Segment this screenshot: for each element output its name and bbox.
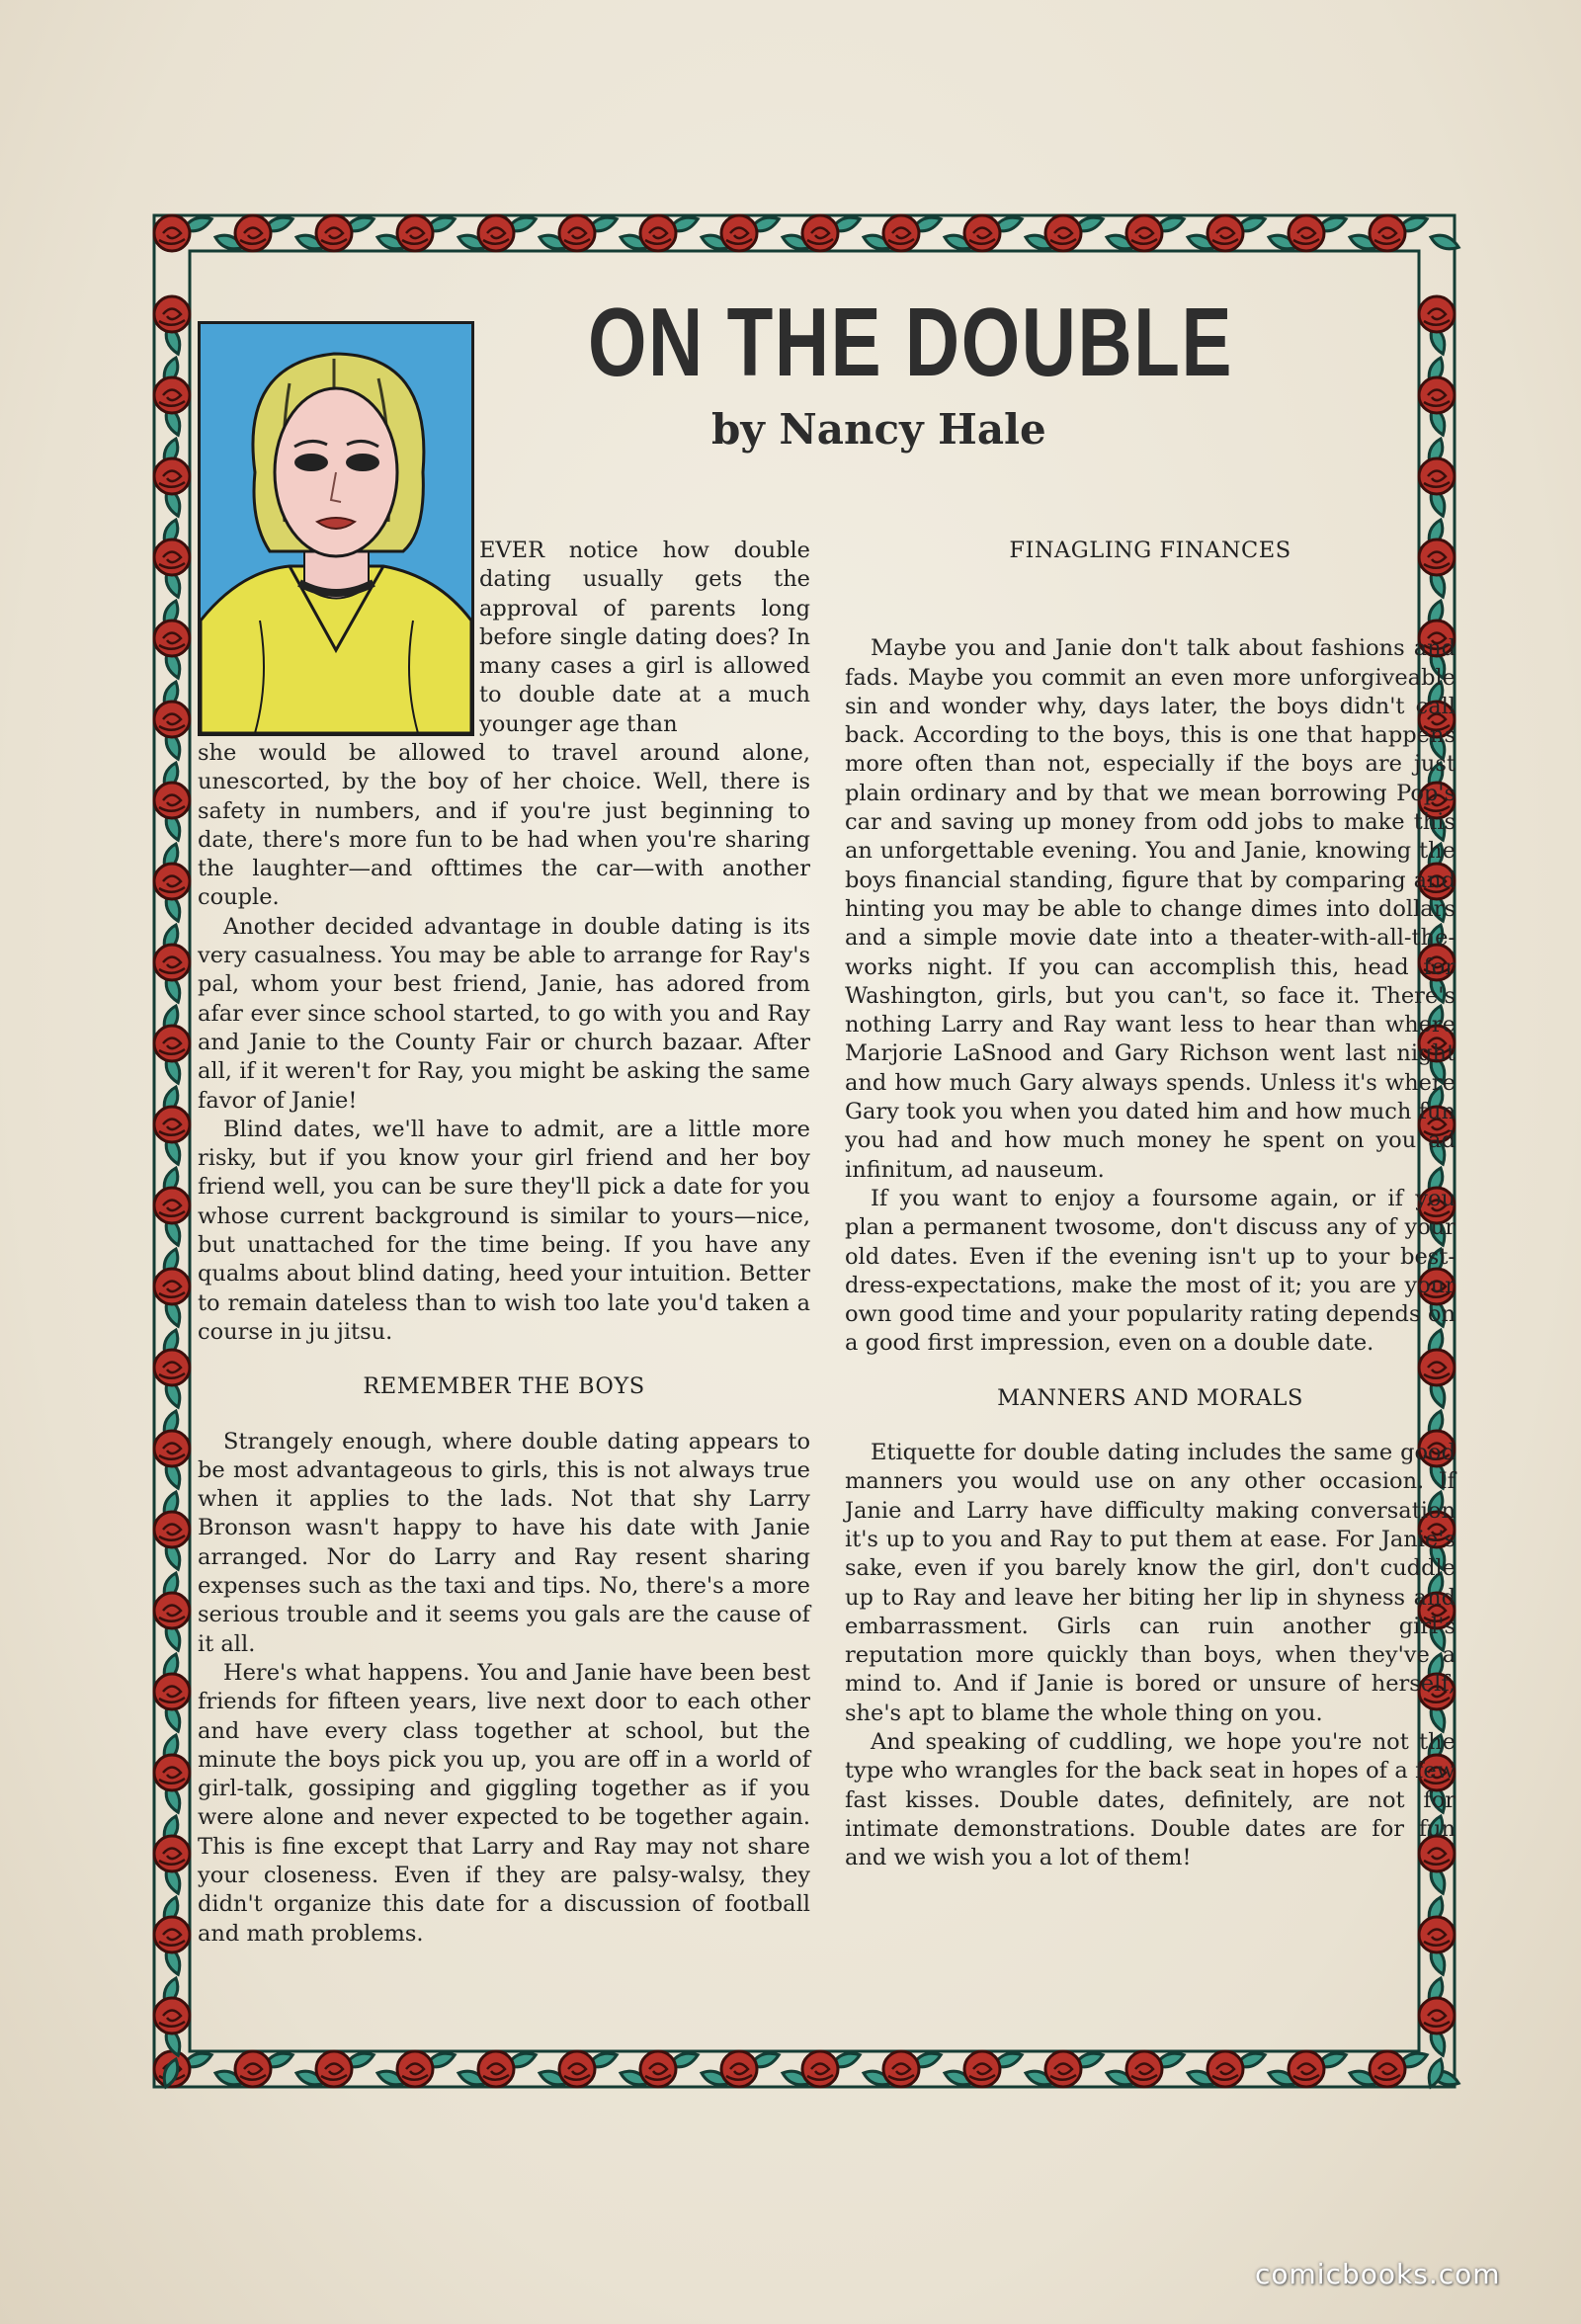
watermark: comicbooks.com bbox=[1255, 2258, 1501, 2290]
rose-ornament bbox=[154, 864, 190, 899]
rose-ornament bbox=[640, 215, 676, 251]
boys-paragraph-1: Strangely enough, where double dating appears to be most advantageous to girls, this is not always true when it applies to the lads. Not that shy Larry Bronson wasn't happy to have his date with Janie arranged. Nor do Larry and Ray resent sharing expenses such as the taxi and tips. No, there's a more serious trouble and it seems you gals are the cause of it all. bbox=[198, 1428, 810, 1657]
rose-ornament bbox=[559, 2051, 595, 2087]
rose-ornament bbox=[154, 702, 190, 737]
intro-column-top bbox=[479, 537, 810, 739]
rose-ornament bbox=[883, 215, 919, 251]
rose-ornament bbox=[802, 2051, 838, 2087]
rose-ornament bbox=[397, 2051, 433, 2087]
rose-ornament bbox=[1207, 215, 1243, 251]
rose-ornament bbox=[1370, 215, 1405, 251]
rose-ornament bbox=[1289, 2051, 1324, 2087]
rose-ornament bbox=[154, 1998, 190, 2034]
rose-ornament bbox=[154, 1593, 190, 1628]
finances-paragraph-2: If you want to enjoy a foursome again, or if you plan a permanent twosome, don't discuss any of your old dates. Even if the evening isn't up to your best-dress-expectations, make the most of it; you are your own good time and your popularity rating depends on a good first impression, even on a double date. bbox=[845, 1185, 1456, 1357]
rose-ornament bbox=[397, 215, 433, 251]
rose-ornament bbox=[478, 2051, 514, 2087]
rose-ornament bbox=[154, 1107, 190, 1142]
rose-ornament bbox=[154, 1512, 190, 1547]
article-title: ON THE DOUBLE bbox=[588, 288, 1234, 396]
rose-ornament bbox=[154, 540, 190, 575]
rose-ornament bbox=[154, 1755, 190, 1790]
manners-paragraph-2: And speaking of cuddling, we hope you're not the type who wrangles for the back seat in hopes of a few fast kisses. Double dates, definitely, are not for intimate demonstrations. Double dates are for fun and we wish you a lot of them! bbox=[845, 1728, 1456, 1871]
rose-ornament bbox=[154, 1350, 190, 1385]
rose-ornament bbox=[154, 215, 190, 251]
rose-ornament bbox=[721, 215, 757, 251]
rose-ornament bbox=[154, 945, 190, 980]
rose-ornament bbox=[1207, 2051, 1243, 2087]
rose-ornament bbox=[478, 215, 514, 251]
finances-paragraph-1: Maybe you and Janie don't talk about fashions and fads. Maybe you commit an even more unforgiveable sin and wonder why, days later, the boys didn't call back. According to the boys, this is one that happens more often than not, especially if the boys are just plain ordinary and by that we mean borrowing Pop's car and saving up money from odd jobs to make this an unforgettable evening. You and Janie, knowing the boys financial standing, figure that by comparing and hinting you may be able to change dimes into dollars and a simple movie date into a theater-with-all-the-works night. If you can accomplish this, head for Washington, girls, but you can't, so face it. There's nothing Larry and Ray want less to hear than where Marjorie LaSnood and Gary Richson went last night and how much Gary always spends. Unless it's where Gary took you when you dated him and how much fun you had and how much money he spent on you ad infinitum, ad nauseum. bbox=[845, 635, 1456, 1183]
manners-paragraph-1: Etiquette for double dating includes the same good manners you would use on any other occasion. If Janie and Larry have difficulty making conversation it's up to you and Ray to put them at ease. For Janie's sake, even if you barely know the girl, don't cuddle up to Ray and leave her biting her lip in shyness and embarrassment. Girls can ruin another girl's reputation more quickly than boys, when they've a mind to. And if Janie is bored or unsure of herself, she's apt to blame the whole thing on you. bbox=[845, 1440, 1456, 1726]
rose-ornament bbox=[154, 1836, 190, 1871]
rose-ornament bbox=[640, 2051, 676, 2087]
intro-paragraph-1-bottom: she would be allowed to travel around alone, unescorted, by the boy of her choice. Well, there is safety in numbers, and if you're just beginning to date, there's more fun to be had when you're sharing the laughter—and ofttimes the car—with another couple. bbox=[198, 740, 810, 911]
rose-ornament bbox=[1126, 2051, 1162, 2087]
rose-ornament bbox=[559, 215, 595, 251]
rose-ornament bbox=[154, 1026, 190, 1061]
rose-ornament bbox=[154, 1431, 190, 1466]
rose-ornament bbox=[154, 621, 190, 656]
rose-ornament bbox=[721, 2051, 757, 2087]
rose-ornament bbox=[316, 215, 352, 251]
rose-ornament bbox=[316, 2051, 352, 2087]
rose-ornament bbox=[1045, 2051, 1081, 2087]
rose-ornament bbox=[154, 377, 190, 413]
section-heading-boys: REMEMBER THE BOYS bbox=[363, 1373, 645, 1400]
boys-paragraph-2: Here's what happens. You and Janie have been best friends for fifteen years, live next door to each other and have every class together at school, but the minute the boys pick you up, you are off in a world of girl-talk, gossiping and giggling together as if you were alone and never expected to be together again. This is fine except that Larry and Ray may not share your closeness. Even if they are palsy-walsy, they didn't organize this date for a discussion of football and math problems. bbox=[198, 1659, 810, 1947]
rose-ornament bbox=[1289, 215, 1324, 251]
article-byline: by Nancy Hale bbox=[711, 405, 1046, 454]
rose-ornament bbox=[154, 1917, 190, 1952]
rose-ornament bbox=[154, 1674, 190, 1709]
rose-ornament bbox=[235, 2051, 271, 2087]
rose-ornament bbox=[154, 783, 190, 818]
section-heading-manners: MANNERS AND MORALS bbox=[997, 1384, 1303, 1411]
intro-paragraph-1-top: EVER notice how double dating usually gets the approval of parents long before single dating does? In many cases a girl is allowed to double date at a much younger age than bbox=[479, 538, 810, 737]
rose-ornament bbox=[964, 2051, 1000, 2087]
rose-ornament bbox=[883, 2051, 919, 2087]
rose-ornament bbox=[235, 215, 271, 251]
left-column bbox=[198, 739, 810, 1949]
rose-ornament bbox=[1370, 2051, 1405, 2087]
rose-ornament bbox=[802, 215, 838, 251]
rose-ornament bbox=[1045, 215, 1081, 251]
rose-ornament bbox=[154, 296, 190, 332]
rose-ornament bbox=[154, 458, 190, 494]
rose-ornament bbox=[154, 1188, 190, 1223]
article bbox=[198, 287, 1457, 2045]
woman-portrait-icon bbox=[201, 324, 471, 733]
section-heading-finances: FINAGLING FINANCES bbox=[1009, 538, 1291, 563]
right-column bbox=[845, 537, 1456, 1872]
rose-ornament bbox=[154, 1269, 190, 1304]
portrait-illustration bbox=[198, 321, 474, 736]
rose-ornament bbox=[1126, 215, 1162, 251]
intro-paragraph-3: Blind dates, we'll have to admit, are a little more risky, but if you know your girl friend and her boy friend well, you can be sure they'll pick a date for you whose current background is similar to yours—nice, but unattached for the time being. If you have any qualms about blind dating, heed your intuition. Better to remain dateless than to wish too late you'd taken a course in ju jitsu. bbox=[198, 1116, 810, 1345]
intro-paragraph-2: Another decided advantage in double dating is its very casualness. You may be able to arrange for Ray's pal, whom your best friend, Janie, has adored from afar ever since school started, to go with you and Ray and Janie to the County Fair or church bazaar. After all, if it weren't for Ray, you might be asking the same favor of Janie! bbox=[198, 913, 810, 1114]
rose-ornament bbox=[964, 215, 1000, 251]
